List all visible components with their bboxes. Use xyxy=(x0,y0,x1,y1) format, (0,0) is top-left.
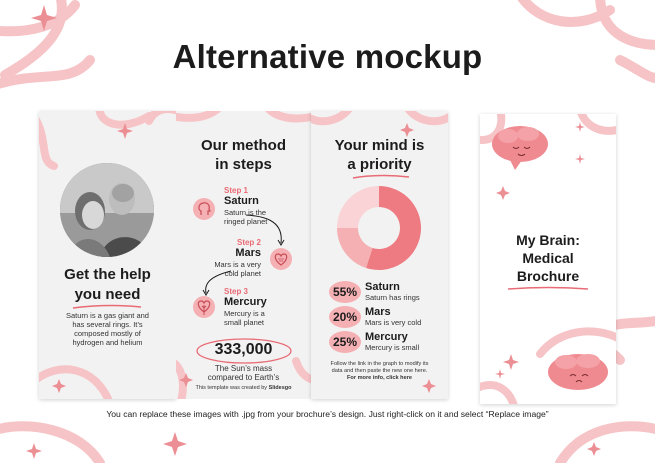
step3-desc: Mercury is a small planet xyxy=(224,309,265,327)
panel2-heading-line1: Our method xyxy=(201,137,286,154)
item2-percent: 20% xyxy=(329,306,361,328)
bottom-caption: You can replace these images with .jpg from your brochure’s design. Just right-click on it and select “Replace image” xyxy=(106,409,549,419)
brochure-cover xyxy=(480,114,616,404)
panel1-heading-line1: Get the help xyxy=(64,266,151,283)
item2-desc: Mars is very cold xyxy=(365,318,422,327)
brain-mascot-icon xyxy=(548,354,608,390)
step3-name: Mercury xyxy=(224,296,267,308)
donut-slice-mercury xyxy=(337,186,379,228)
template-credit: This template was created by Slidesgo xyxy=(195,385,292,391)
panel3-heading-line1: Your mind is xyxy=(334,137,425,154)
item1-percent: 55% xyxy=(329,281,361,303)
cover-title-line2: Medical xyxy=(522,250,574,266)
step2-desc: Mars is a very cold planet xyxy=(214,260,261,278)
cover-title-line3: Brochure xyxy=(516,268,580,284)
step1-name: Saturn xyxy=(224,195,259,207)
step3-label: Step 3 xyxy=(224,287,249,296)
person-photo xyxy=(60,163,154,257)
big-number-desc: The Sun’s mass compared to Earth’s xyxy=(207,364,280,382)
panel3-heading-line2: a priority xyxy=(347,156,412,173)
chart-note: Follow the link in the graph to modify its data and then paste the new one here. For more info, click here xyxy=(311,361,448,382)
brochure-panel-left xyxy=(39,111,176,399)
donut-slice-mars xyxy=(337,228,373,268)
more-info-link[interactable]: For more info, click here xyxy=(347,375,412,381)
step2-label: Step 2 xyxy=(236,238,261,247)
brain-mascot-icon xyxy=(492,126,548,170)
item3-percent: 25% xyxy=(329,331,361,353)
item1-name: Saturn xyxy=(365,281,400,293)
item2-name: Mars xyxy=(365,306,391,318)
panel1-body: Saturn is a gas giant and has several rings. It’s composed mostly of hydrogen and helium xyxy=(66,311,149,347)
panel2-heading-line2: in steps xyxy=(215,156,272,173)
donut-chart[interactable] xyxy=(311,111,448,271)
brochure-panel-right xyxy=(311,111,448,399)
page-title: Alternative mockup xyxy=(172,38,483,75)
cover-underline xyxy=(506,286,590,292)
step1-desc: Saturn is the ringed planet xyxy=(224,208,268,226)
step1-label: Step 1 xyxy=(224,186,249,195)
step2-name: Mars xyxy=(235,247,261,259)
brochure-panel-middle xyxy=(176,111,311,399)
big-number: 333,000 xyxy=(214,341,273,358)
heading-underline xyxy=(71,304,143,310)
item3-name: Mercury xyxy=(365,331,408,343)
item3-desc: Mercury is small xyxy=(365,343,420,352)
cover-title-line1: My Brain: xyxy=(516,232,580,248)
panel1-heading-line2: you need xyxy=(74,286,141,303)
credit-brand-link[interactable]: Slidesgo xyxy=(268,385,292,391)
item1-desc: Saturn has rings xyxy=(365,293,420,302)
